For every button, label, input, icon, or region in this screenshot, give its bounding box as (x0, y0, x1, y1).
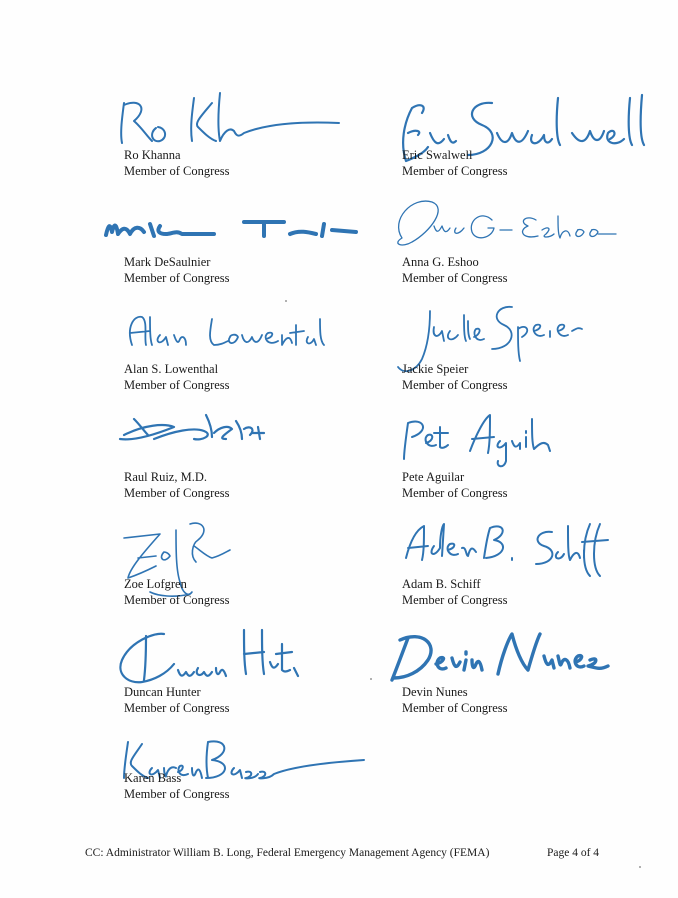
signatory-role: Member of Congress (402, 593, 508, 607)
signature-block-eric-swalwell (402, 93, 662, 193)
signatory-name: Jackie Speier (402, 362, 469, 376)
signatory-role: Member of Congress (124, 486, 230, 500)
signatory-name: Ro Khanna (124, 148, 181, 162)
signatory-name: Eric Swalwell (402, 148, 473, 162)
signatory-role: Member of Congress (124, 378, 230, 392)
signatory-name: Pete Aguilar (402, 470, 465, 484)
signatory-name: Alan S. Lowenthal (124, 362, 219, 376)
signature-block-duncan-hunter (124, 630, 384, 730)
scan-speck (370, 678, 372, 680)
signatory-role: Member of Congress (402, 486, 508, 500)
scan-speck (639, 866, 641, 868)
signature-block-devin-nunes (402, 630, 662, 730)
signature-block-raul-ruiz (124, 415, 384, 515)
signatory-role: Member of Congress (402, 164, 508, 178)
signatory-name: Devin Nunes (402, 685, 468, 699)
signatory-name: Raul Ruiz, M.D. (124, 470, 207, 484)
signatory-role: Member of Congress (124, 787, 230, 801)
signatory-name: Mark DeSaulnier (124, 255, 211, 269)
page-number: Page 4 of 4 (547, 847, 600, 859)
signatory-name: Duncan Hunter (124, 685, 201, 699)
signatory-role: Member of Congress (402, 378, 508, 392)
signature-block-alan-lowenthal (124, 307, 384, 407)
signature-block-anna-eshoo (402, 200, 662, 300)
signatory-role: Member of Congress (124, 271, 230, 285)
signatory-role: Member of Congress (402, 271, 508, 285)
signatory-role: Member of Congress (124, 164, 230, 178)
signatory-role: Member of Congress (402, 701, 508, 715)
signature-block-karen-bass (124, 738, 384, 838)
cc-line: CC: Administrator William B. Long, Federal Emergency Management Agency (FEMA) (85, 847, 490, 859)
signatory-role: Member of Congress (124, 593, 230, 607)
signature-block-adam-schiff (402, 522, 662, 622)
scan-speck (285, 300, 287, 302)
signature-block-ro-khanna (124, 93, 384, 193)
signatory-name: Anna G. Eshoo (402, 255, 479, 269)
signatory-role: Member of Congress (124, 701, 230, 715)
signatory-name: Adam B. Schiff (402, 577, 481, 591)
signatory-name: Karen Bass (124, 771, 182, 785)
signature-block-mark-desaulnier (124, 200, 384, 300)
signature-block-jackie-speier (402, 307, 662, 407)
signature-block-pete-aguilar (402, 415, 662, 515)
signature-block-zoe-lofgren (124, 522, 384, 622)
signatory-name: Zoe Lofgren (124, 577, 187, 591)
